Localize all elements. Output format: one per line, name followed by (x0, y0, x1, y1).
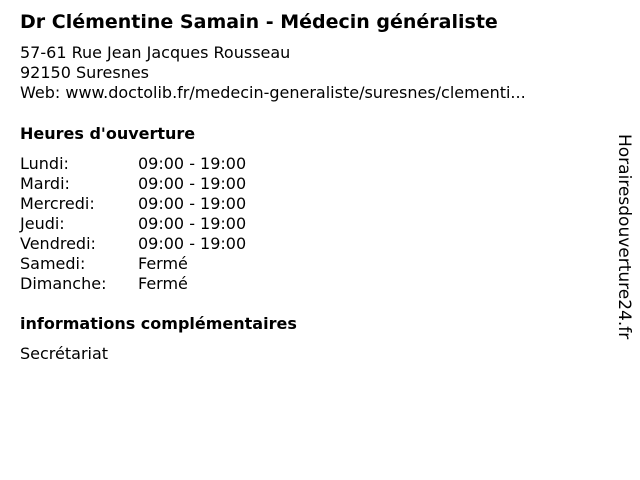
day-label: Mardi: (20, 174, 70, 193)
hours-value: Fermé (138, 254, 188, 273)
day-label: Lundi: (20, 154, 69, 173)
additional-info-heading: informations complémentaires (20, 314, 297, 333)
day-label: Mercredi: (20, 194, 95, 213)
site-watermark: Horairesdouverture24.fr (614, 134, 634, 340)
hours-value: 09:00 - 19:00 (138, 214, 247, 233)
hours-row-thursday (20, 214, 246, 234)
day-label: Samedi: (20, 254, 86, 273)
hours-value: Fermé (138, 274, 188, 293)
hours-value: 09:00 - 19:00 (138, 154, 247, 173)
page-title: Dr Clémentine Samain - Médecin généraliste (20, 11, 498, 33)
day-label: Jeudi: (20, 214, 65, 233)
address-block (20, 43, 526, 103)
hours-row-tuesday (20, 174, 246, 194)
hours-value: 09:00 - 19:00 (138, 194, 247, 213)
opening-hours-heading: Heures d'ouverture (20, 124, 196, 143)
street-address: 57-61 Rue Jean Jacques Rousseau (20, 43, 291, 62)
hours-row-friday (20, 234, 246, 254)
hours-row-wednesday (20, 194, 246, 214)
hours-row-saturday (20, 254, 246, 274)
hours-value: 09:00 - 19:00 (138, 174, 247, 193)
opening-hours-table (20, 154, 246, 294)
day-label: Vendredi: (20, 234, 96, 253)
additional-info-text: Secrétariat (20, 344, 109, 363)
hours-row-monday (20, 154, 246, 174)
hours-value: 09:00 - 19:00 (138, 234, 247, 253)
day-label: Dimanche: (20, 274, 107, 293)
city-postal: 92150 Suresnes (20, 63, 150, 82)
hours-row-sunday (20, 274, 246, 294)
website-link[interactable]: Web: www.doctolib.fr/medecin-generaliste/suresnes/clementi... (20, 83, 526, 102)
